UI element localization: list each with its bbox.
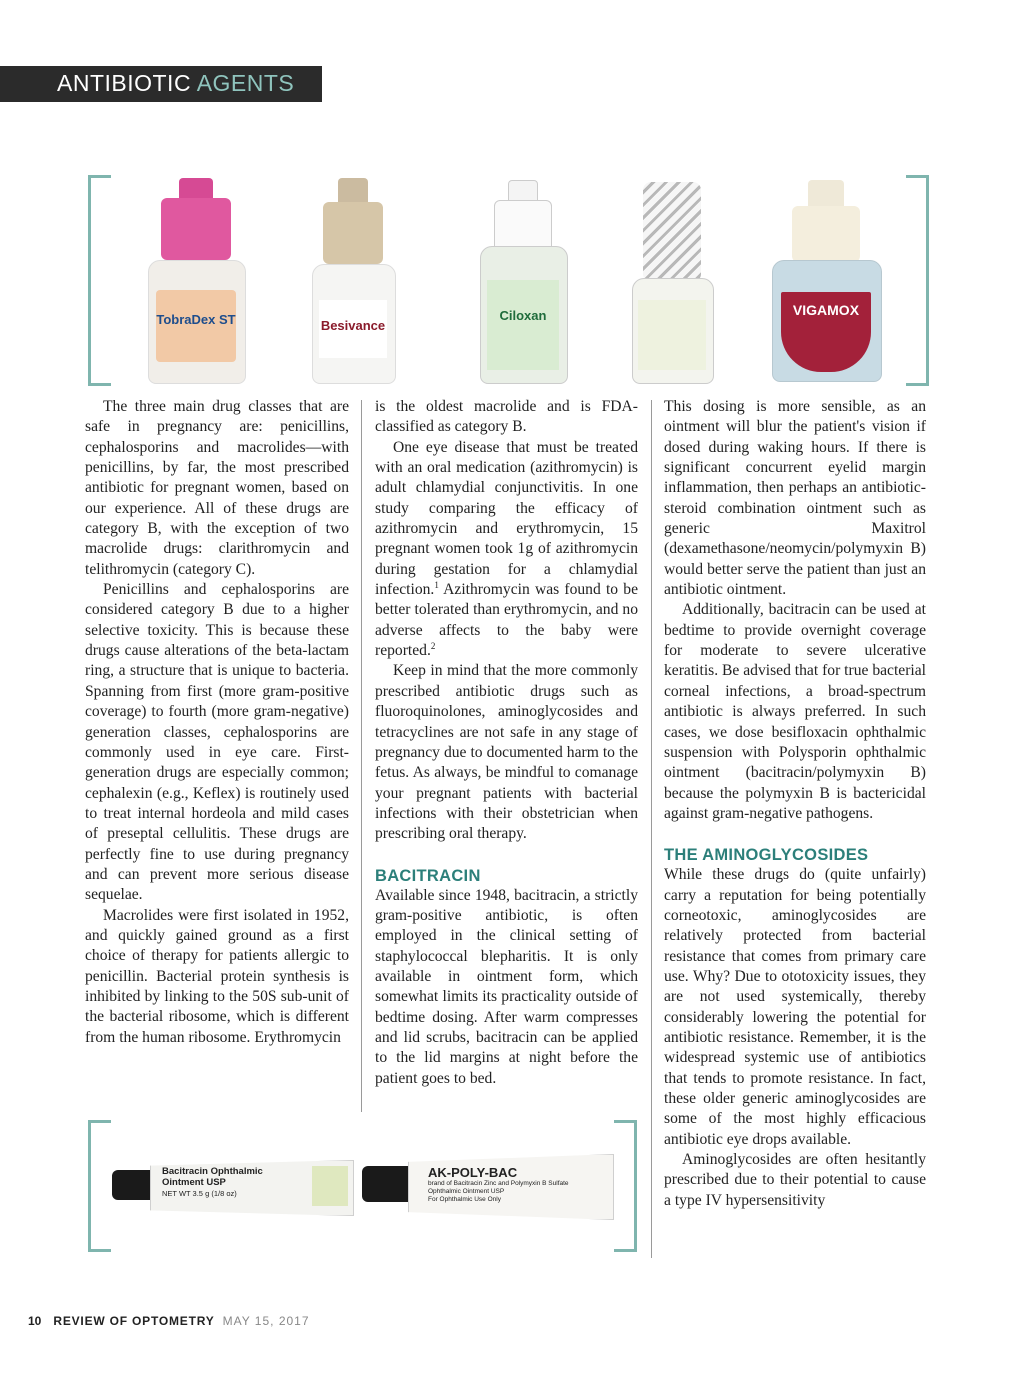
tube-label-line: brand of Bacitracin Zinc and Polymyxin B Sulfate (428, 1180, 569, 1187)
photo-bracket-right (906, 175, 929, 386)
tube-brand: AK-POLY-BAC (428, 1165, 518, 1180)
bottle-label: Besivance (319, 300, 388, 358)
section-header (0, 66, 322, 102)
bottle-ciloxan (480, 180, 566, 384)
page-footer (28, 1314, 310, 1328)
section-heading-aminoglycosides: THE AMINOGLYCOSIDES (664, 846, 869, 865)
paragraph: The three main drug classes that are safe in pregnancy are: penicillins, cephalosporins and macrolides—with penicillins, by far, the most prescribed antibiotic for pregnant women, based on our experience. All of these drugs are category B, with the exception of two macrolide drugs: clarithromycin and telithromycin (category C). (85, 398, 349, 578)
tube-label-line: NET WT 3.5 g (1/8 oz) (162, 1189, 237, 1198)
page-number: 10 (28, 1314, 42, 1328)
paragraph: Keep in mind that the more commonly prescribed antibiotic drugs such as fluoroquinolones, aminoglycosides and tetracyclines are not safe in any stage of pregnancy due to documented harm to the fetus. As always, be mindful to comanage your pregnant patients with bacterial infections with their obstetrician when prescribing oral therapy. (375, 662, 638, 843)
bottle-label: Ciloxan (487, 280, 559, 370)
issue-date: MAY 15, 2017 (222, 1314, 310, 1328)
tube-ak-poly-bac (362, 1152, 612, 1222)
paragraph-text: Azithromycin was found to be better tolerated than erythromycin, and no adverse affects to the baby were reported. (375, 581, 638, 660)
paragraph-text: One eye disease that must be treated with an oral medication (azithromycin) is adult chlamydial conjunctivitis. In one study comparing the efficacy of azithromycin and erythromycin, 15 pregnant women took 1g of azithromycin during gestation for a chlamydial infection. (375, 438, 638, 599)
tube-label-line: Ophthalmic Ointment USP (428, 1188, 505, 1195)
bottle-garamycin (632, 182, 712, 384)
paragraph: is the oldest macrolide and is FDA-classified as category B. (375, 398, 638, 436)
bottle-label: TobraDex ST (156, 290, 237, 362)
paragraph: Penicillins and cephalosporins are considered category B due to a higher selective toxicity. This is because these drugs cause alterations of the beta-lactam ring, a structure that is unique to bacteria. Spanning from first (more gram-positive coverage) to fourth (more gram-negative) generation classes, cephalosporins are commonly used in eye care. First-generation drugs are especially common; cephalexin (e.g., Keflex) is routinely used to treat internal hordeola and mild cases of preseptal cellulitis. These drugs are perfectly fine to use during pregnancy and can prevent more serious disease sequelae. (85, 581, 349, 904)
tube-label-line: For Ophthalmic Use Only (428, 1196, 501, 1203)
article-column-1 (85, 397, 349, 1048)
paragraph: This dosing is more sensible, as an ointment will blur the patient's vision if dosed during waking hours. If there is significant concurrent eyelid margin inflammation, then perhaps an antibiotic-steroid combination ointment such as generic Maxitrol (dexamethasone/neomycin/polymyxin B) would better serve the patient than just an antibiotic ointment. (664, 398, 926, 599)
tube-bacitracin (112, 1158, 352, 1220)
bottle-vigamox (772, 180, 880, 382)
tube-label-line: Bacitracin Ophthalmic (162, 1166, 263, 1177)
section-title-word2: AGENTS (196, 70, 295, 96)
article-column-3 (664, 397, 926, 1211)
footnote-ref: 2 (430, 640, 436, 651)
column-divider (651, 400, 652, 1258)
photo-bracket-left (88, 175, 111, 386)
bottle-tobradex (148, 178, 244, 384)
paragraph: Available since 1948, bacitracin, a strictly gram-positive antibiotic, is often employed in the clinical setting of staphylococcal blepharitis. It is only available in ointment form, which somewhat limits its practicality outside of bedtime dosing. After warm compresses and lid scrubs, bacitracin can be applied to the lid margins at night before the patient goes to bed. (375, 886, 638, 1087)
paragraph: Additionally, bacitracin can be used at bedtime to provide overnight coverage for moderate to severe ulcerative keratitis. Be advised that for true bacterial corneal infections, a broad-spectrum antibiotic is always preferred. In such cases, we dose besifloxacin ophthalmic suspension with Polysporin ophthalmic ointment (bacitracin/polymyxin B) because the polymyxin B is bactericidal against gram-negative pathogens. (664, 601, 926, 822)
section-title (57, 70, 294, 97)
tube-label-line: Ointment USP (162, 1177, 226, 1188)
footnote-ref: 1 (434, 579, 439, 590)
magazine-name: REVIEW OF OPTOMETRY (53, 1314, 215, 1328)
photo-bracket-right (614, 1120, 637, 1252)
column-divider (361, 400, 362, 1112)
photo-bracket-left (88, 1120, 111, 1252)
bottle-label (638, 300, 705, 370)
paragraph: While these drugs do (quite unfairly) carry a reputation for being potentially corneotoxic, aminoglycosides are relatively protected from bacterial resistance that comes from primary care use. Why? Due to ototoxicity issues, they are not used systemically, thereby considerably lowering the potential for antibiotic resistance. Remember, it is the widespread systemic use of antibiotics that tends to promote resistance. In fact, these older generic aminoglycosides are some of the most highly efficacious antibiotic eye drops available. (664, 866, 926, 1148)
paragraph: Macrolides were first isolated in 1952, and quickly gained ground as a first choice of therapy for patients allergic to penicillin. Bacterial protein synthesis is inhibited by linking to the 50S sub-unit of the bacterial ribosome, which is different from the human ribosome. Erythromycin (85, 906, 349, 1046)
bottle-label: VIGAMOX (781, 292, 872, 372)
bottle-besivance (312, 178, 394, 384)
article-column-2 (375, 397, 638, 1089)
paragraph: Aminoglycosides are often hesitantly prescribed due to their potential to cause a type IV hypersensitivity (664, 1151, 926, 1209)
paragraph (375, 438, 638, 662)
section-heading-bacitracin: BACITRACIN (375, 866, 481, 885)
section-title-word1: ANTIBIOTIC (57, 70, 192, 96)
